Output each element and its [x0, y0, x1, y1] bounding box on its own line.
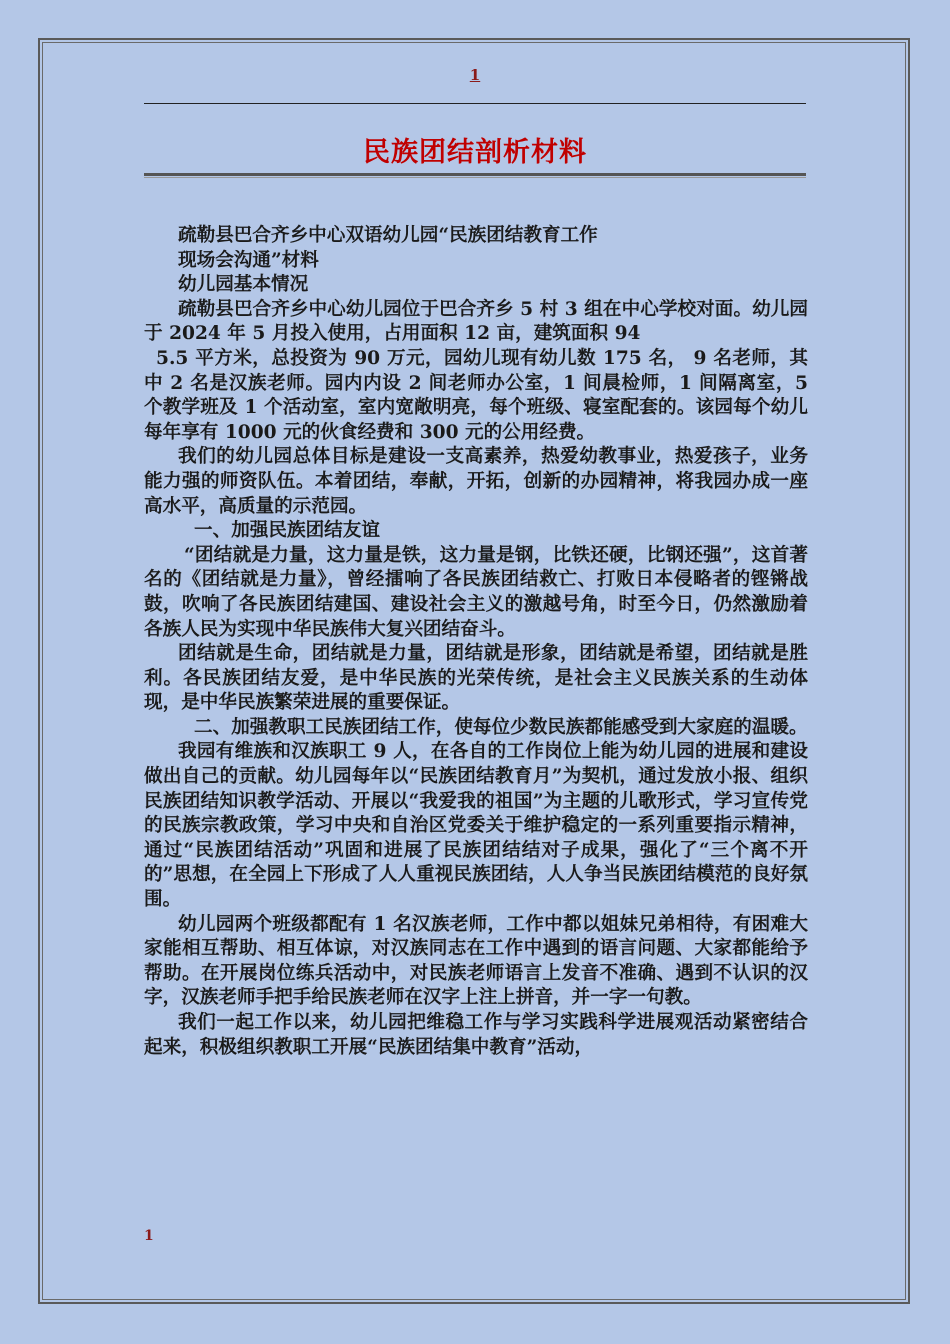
header-page-number: 1 [469, 66, 481, 84]
paragraph: 我们的幼儿园总体目标是建设一支高素养，热爱幼教事业，热爱孩子，业务能力强的师资队伍。本着团结，奉献，开拓，创新的办园精神，将我园办成一座高水平，高质量的示范园。 [144, 446, 808, 517]
footer-page-number: 1 [144, 1228, 154, 1244]
paragraph: 5.5 平方米，总投资为 90 万元，园幼儿现有幼儿数 175 名， 9 名老师，其中 2 名是汉族老师。园内内设 2 间老师办公室，1 间晨检师，1 间隔离室，5 个教学班及 1 个活动室，室内宽敞明亮，每个班级、寝室配套的。该园每个幼儿每年享有 1000 元的伙食经费和 300 元的公用经费。 [144, 347, 808, 443]
paragraph: 幼儿园两个班级都配有 1 名汉族老师，工作中都以姐妹兄弟相待，有困难大家能相互帮助、相互体谅，对汉族同志在工作中遇到的语言问题、大家都能给予帮助。在开展岗位练兵活动中，对民族老师语言上发音不准确、遇到不认识的汉字，汉族老师手把手给民族老师在汉字上注上拼音，并一字一句教。 [144, 913, 808, 1009]
paragraph: 我们一起工作以来，幼儿园把维稳工作与学习实践科学进展观活动紧密结合起来，积极组织教职工开展“民族团结集中教育”活动， [144, 1012, 808, 1058]
document-title: 民族团结剖析材料 [363, 137, 587, 168]
paragraph-subtitle-2: 现场会沟通”材料 [178, 249, 319, 271]
paragraph: 团结就是生命，团结就是力量，团结就是形象，团结就是希望，团结就是胜利。各民族团结友爱，是中华民族的光荣传统，是社会主义民族关系的生动体现，是中华民族繁荣进展的重要保证。 [144, 643, 808, 714]
section-heading-2: 二、加强教职工民族团结工作，使每位少数民族都能感受到大家庭的温暖。 [194, 716, 808, 738]
title-rule [144, 173, 806, 178]
paragraph-section-heading: 幼儿园基本情况 [178, 274, 309, 296]
paragraph: 疏勒县巴合齐乡中心幼儿园位于巴合齐乡 5 村 3 组在中心学校对面。幼儿园于 2024 年 5 月投入使用，占用面积 12 亩，建筑面积 94 [144, 298, 808, 345]
paragraph-subtitle-1: 疏勒县巴合齐乡中心双语幼儿园“民族团结教育工作 [178, 225, 598, 246]
section-heading-1: 一、加强民族团结友谊 [194, 520, 380, 542]
paragraph: “团结就是力量，这力量是铁，这力量是钢，比铁还硬，比钢还强”，这首著名的《团结就是力量》，曾经擂响了各民族团结救亡、打败日本侵略者的铿锵战鼓，吹响了各民族团结建国、建设社会主义的激越号角，时至今日，仍然激励着各族人民为实现中华民族伟大复兴团结奋斗。 [144, 544, 808, 640]
header-rule [144, 103, 806, 104]
document-body [144, 224, 808, 1060]
paragraph: 我园有维族和汉族职工 9 人，在各自的工作岗位上能为幼儿园的进展和建设做出自己的贡献。幼儿园每年以“民族团结教育月”为契机，通过发放小报、组织民族团结知识教学活动、开展以“我爱我的祖国”为主题的儿歌形式，学习宣传党的民族宗教政策，学习中央和自治区党委关于维护稳定的一系列重要指示精神，通过“民族团结活动”巩固和进展了民族团结结对子成果，强化了“三个离不开的”思想，在全园上下形成了人人重视民族团结，人人争当民族团结模范的良好氛围。 [144, 741, 808, 911]
